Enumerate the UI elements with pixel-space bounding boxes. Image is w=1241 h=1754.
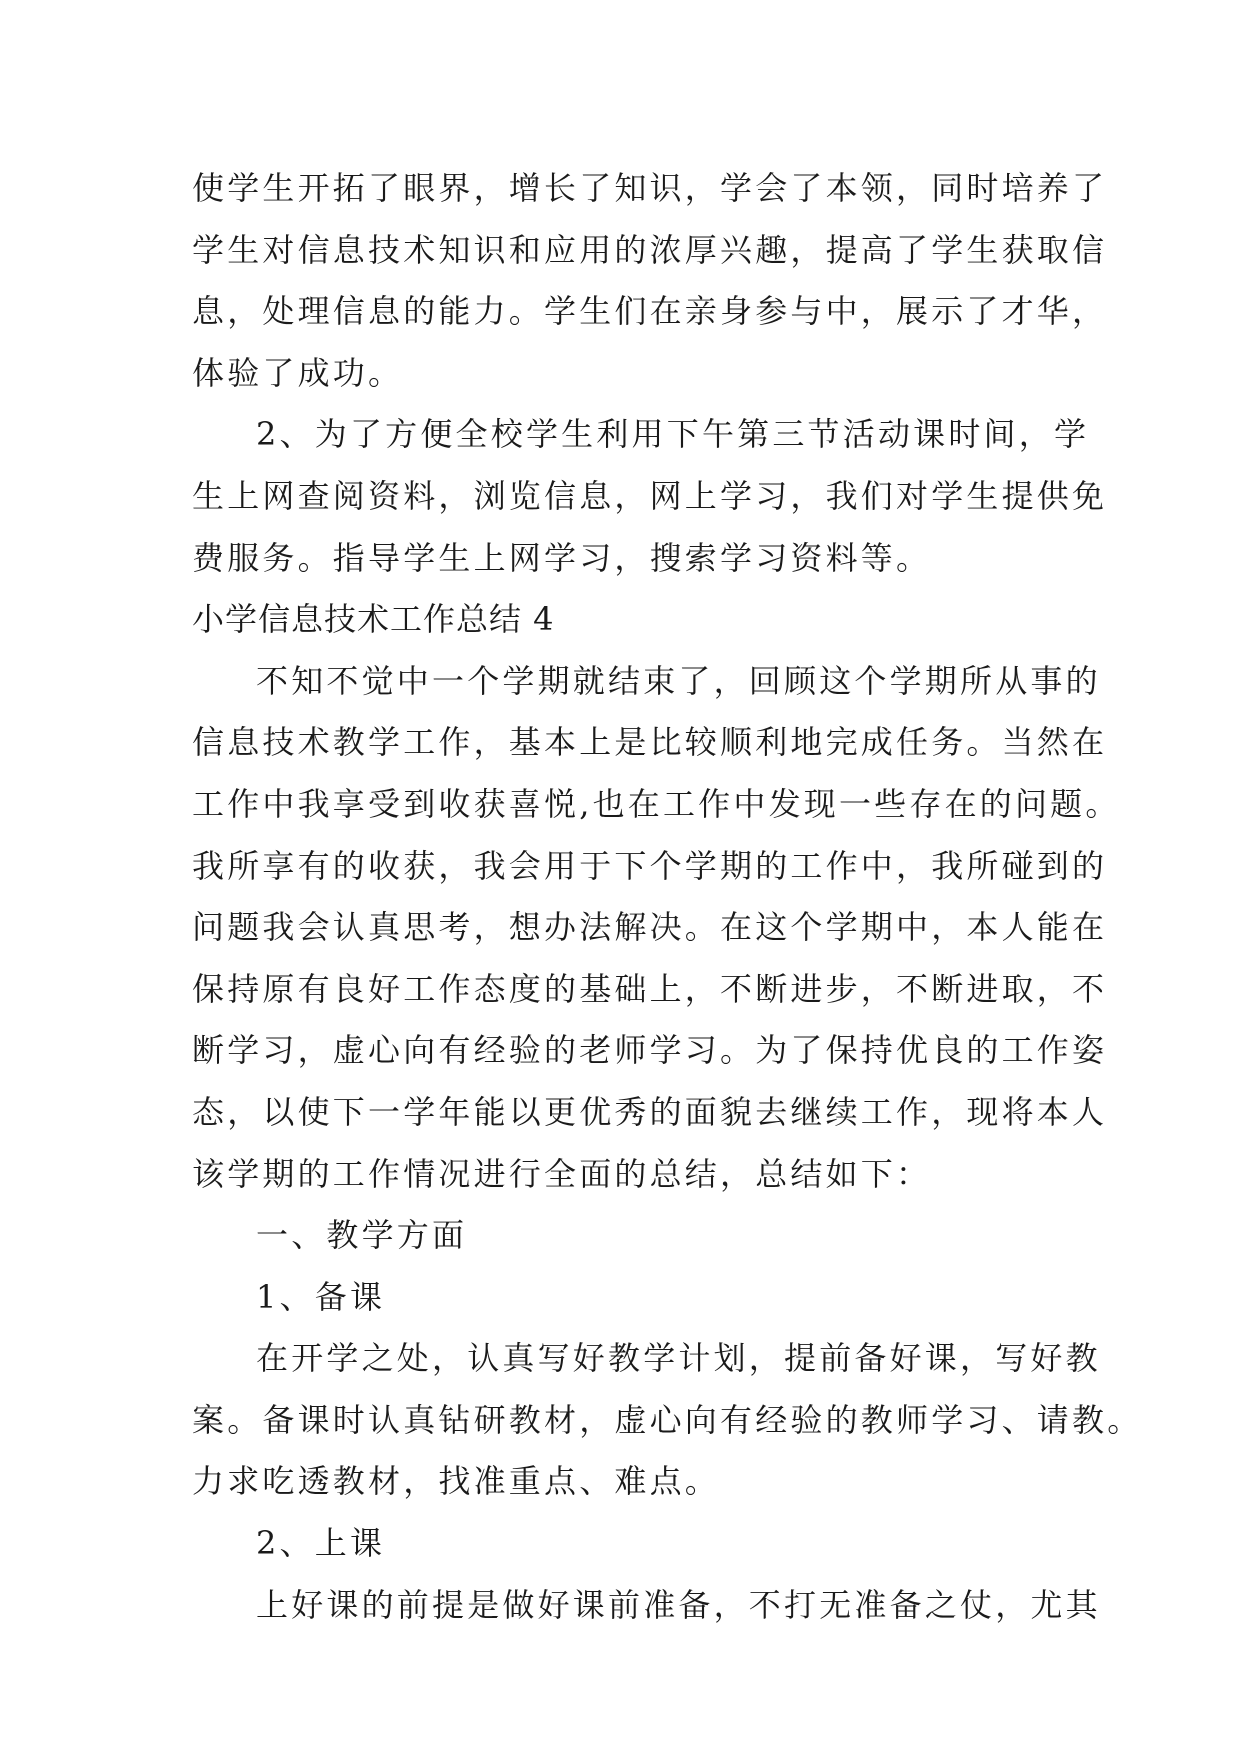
- text-line: 信息技术教学工作，基本上是比较顺利地完成任务。当然在: [192, 723, 1108, 762]
- subsection-heading: 1、备课: [256, 1277, 386, 1316]
- text-line: 问题我会认真思考，想办法解决。在这个学期中，本人能在: [192, 908, 1108, 947]
- text-line: 在开学之处，认真写好教学计划，提前备好课，写好教: [256, 1339, 1101, 1378]
- text-line: 断学习，虚心向有经验的老师学习。为了保持优良的工作姿: [192, 1031, 1108, 1070]
- text-line: 学生对信息技术知识和应用的浓厚兴趣，提高了学生获取信: [192, 230, 1108, 269]
- text-line: 息，处理信息的能力。学生们在亲身参与中，展示了才华，: [192, 292, 1108, 331]
- text-line: 上好课的前提是做好课前准备，不打无准备之仗，尤其: [256, 1585, 1101, 1624]
- text-line: 体验了成功。: [192, 353, 404, 392]
- text-line: 工作中我享受到收获喜悦,也在工作中发现一些存在的问题。: [192, 784, 1121, 823]
- text-line: 生上网查阅资料，浏览信息，网上学习，我们对学生提供免: [192, 476, 1108, 515]
- text-line: 保持原有良好工作态度的基础上，不断进步，不断进取，不: [192, 969, 1108, 1008]
- text-line: 我所享有的收获，我会用于下个学期的工作中，我所碰到的: [192, 846, 1108, 885]
- subsection-heading: 一、教学方面: [256, 1216, 468, 1255]
- text-line: 案。备课时认真钻研教材，虚心向有经验的教师学习、请教。: [192, 1400, 1143, 1439]
- text-line: 费服务。指导学生上网学习，搜索学习资料等。: [192, 538, 932, 577]
- subsection-heading: 2、上课: [256, 1524, 386, 1563]
- text-line: 使学生开拓了眼界，增长了知识，学会了本领，同时培养了: [192, 169, 1108, 207]
- text-line: 力求吃透教材，找准重点、难点。: [192, 1462, 721, 1501]
- text-line: 态，以使下一学年能以更优秀的面貌去继续工作，现将本人: [192, 1092, 1108, 1131]
- text-line: 2、为了方便全校学生利用下午第三节活动课时间，学: [256, 415, 1090, 454]
- text-line: 该学期的工作情况进行全面的总结，总结如下：: [192, 1154, 932, 1193]
- text-line: 不知不觉中一个学期就结束了，回顾这个学期所从事的: [256, 661, 1101, 700]
- document-body: [192, 158, 1143, 1636]
- section-title: 小学信息技术工作总结 4: [192, 600, 555, 639]
